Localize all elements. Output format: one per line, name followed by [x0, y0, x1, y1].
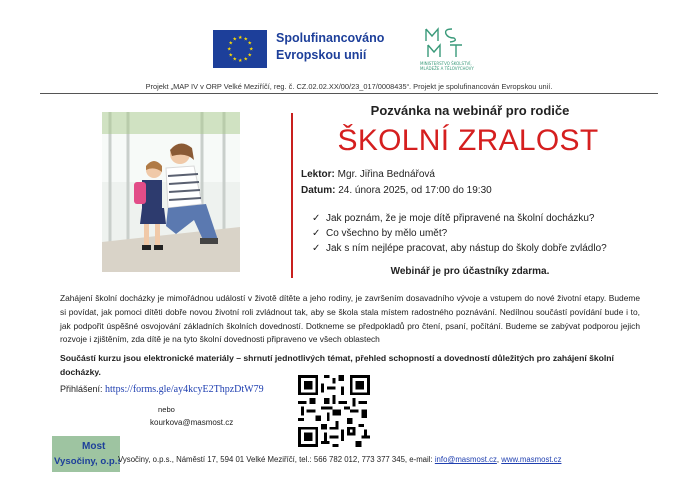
- svg-text:Vysočiny, o.p.s.: Vysočiny, o.p.s.: [54, 456, 120, 467]
- project-line: Projekt „MAP IV v ORP Velké Meziříčí, reg. č. CZ.02.02.XX/00/23_017/0008435“. Projekt je spolufinancován Evropskou unií.: [40, 82, 658, 94]
- list-item: ✓ Jak poznám, že je moje dítě připravené na školní docházku?: [312, 213, 595, 224]
- datum-label: Datum:: [301, 185, 336, 196]
- list-item: ✓ Jak s ním nejlépe pracovat, aby nástup do školy dobře zvládlo?: [312, 243, 607, 254]
- most-vysociny-logo: [52, 434, 120, 474]
- eu-flag-logo: [213, 30, 267, 68]
- materials-paragraph: Součástí kurzu jsou elektronické materiály – shrnutí jednotlivých témat, přehled schopností a dovedností důležitých pro zahájení školní docházky.: [60, 353, 614, 377]
- registration-line: [60, 384, 264, 395]
- invite-heading: Pozvánka na webinář pro rodiče: [370, 103, 570, 118]
- or-text: nebo: [158, 405, 175, 414]
- svg-text:★: ★: [243, 36, 248, 43]
- check-icon: ✓: [312, 228, 321, 239]
- svg-text:★: ★: [247, 40, 252, 47]
- svg-text:★: ★: [228, 52, 233, 59]
- alternate-email: kourkova@masmost.cz: [150, 418, 234, 427]
- description-paragraph: Zahájení školní docházky je mimořádnou událostí v životě dítěte a jeho rodiny, je završením dosavadního vývoje a vstupem do nové životní etapy. Budeme si povídat, jak pomoci dítěti dobře novou životní roli zvládnout tak, aby se škola stala místem radostného poznávání. Nedílnou součástí povídání bude i to, jak podpořit úspěšné osvojování základních školních dovedností. Dotkneme se předpokladů pro čtení, psaní, počítání. Budeme se zabývat podporou jejich rozvoje i zjištěním, zda dítě je na tyto školní dovednosti připraveno ve všech oblastech: [60, 293, 640, 345]
- login-label: Přihlášení:: [60, 384, 106, 394]
- svg-text:★: ★: [228, 40, 233, 47]
- svg-text:★: ★: [243, 56, 248, 63]
- footer-email-link[interactable]: info@masmost.cz: [434, 455, 497, 464]
- msmt-logo: [418, 25, 478, 73]
- svg-text:Most: Most: [82, 441, 106, 452]
- svg-text:★: ★: [232, 36, 237, 43]
- check-icon: ✓: [312, 243, 321, 254]
- lektor-value: Mgr. Jiřina Bednářová: [334, 169, 435, 180]
- mother-child-photo: [102, 112, 240, 272]
- eu-cofinanced-text: Spolufinancováno Evropskou unií: [276, 31, 385, 62]
- check-icon: ✓: [312, 213, 321, 224]
- svg-text:★: ★: [249, 46, 254, 53]
- svg-text:★: ★: [247, 52, 252, 59]
- footer-contact: Vysočiny, o.p.s., Náměstí 17, 594 01 Velké Meziříčí, tel.: 566 782 012, 773 377 345, e-mail: info@masmost.cz, www.masmost.cz: [118, 455, 562, 464]
- svg-text:★: ★: [238, 58, 243, 64]
- svg-text:★: ★: [238, 35, 243, 41]
- registration-link[interactable]: https://forms.gle/ay4kcyE2ThpzDtW79: [105, 384, 264, 395]
- lektor-label: Lektor:: [301, 169, 335, 180]
- svg-text:MLÁDEŽE A TĚLOVÝCHOVY: MLÁDEŽE A TĚLOVÝCHOVY: [420, 66, 474, 71]
- question-list: [312, 211, 607, 256]
- red-divider: [291, 113, 293, 278]
- footer-web-link[interactable]: www.masmost.cz: [501, 455, 562, 464]
- list-item: ✓ Co všechno by mělo umět?: [312, 228, 448, 239]
- svg-text:★: ★: [227, 46, 232, 53]
- qr-code[interactable]: [298, 375, 370, 447]
- event-details: [301, 167, 492, 199]
- svg-text:★: ★: [232, 56, 237, 63]
- datum-value: 24. února 2025, od 17:00 do 19:30: [335, 185, 492, 196]
- page-title: ŠKOLNÍ ZRALOST: [337, 124, 599, 157]
- free-note: Webinář je pro účastníky zdarma.: [390, 266, 550, 277]
- svg-text:MINISTERSTVO ŠKOLSTVÍ,: MINISTERSTVO ŠKOLSTVÍ,: [420, 61, 472, 66]
